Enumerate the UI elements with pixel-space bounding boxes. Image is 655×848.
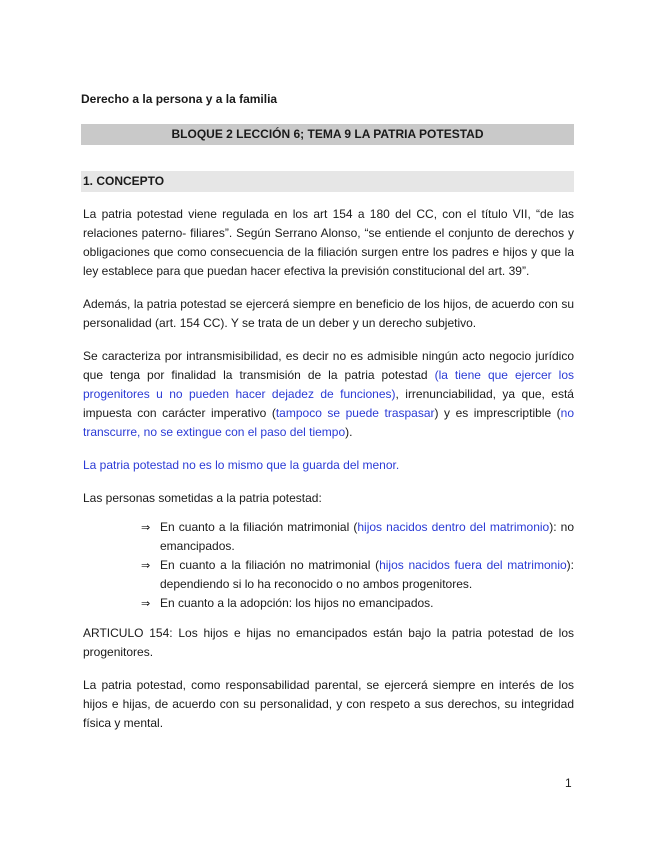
text-segment: ) y es imprescriptible ( [434,406,561,420]
text-segment: ): dependiendo si lo ha reconocido o no ambos progenitores. [160,558,574,591]
paragraph-article-154: ARTICULO 154: Los hijos e hijas no emancipados están bajo la patria potestad de los progenitores. [83,626,574,659]
highlighted-note: hijos nacidos fuera del matrimonio [379,558,567,572]
text-segment: Se caracteriza por intransmisibilidad, es decir no es admisible ningún acto negocio jurídico que tenga por finalidad la transmisión de la patria potestad [83,349,574,382]
section-heading: 1. CONCEPTO [81,171,574,192]
list-item [141,594,574,613]
highlighted-note: (la tiene que ejercer los progenitores u no pueden hacer dejadez de funciones) [83,368,575,401]
list-item [141,518,574,556]
paragraph-definition: La patria potestad viene regulada en los art 154 a 180 del CC, con el título VII, “de las relaciones paterno- filiares”. Según Serrano Alonso, “se entiende el conjunto de derechos y obligaciones que como consecuencia de la filiación surgen entre los padres e hijos y que la ley establece para que puedan hacer efectiva la previsión constitucional del art. 39”. [83,207,574,278]
text-segment: , irrenunciabilidad, ya que, está impuesta con carácter imperativo ( [83,387,574,420]
lesson-title: BLOQUE 2 LECCIÓN 6; TEMA 9 LA PATRIA POTESTAD [81,124,574,145]
paragraph-persons-intro: Las personas sometidas a la patria potestad: [83,491,322,505]
double-arrow-icon: ⇒ [141,559,151,572]
text-segment: ): no emancipados. [160,520,574,553]
highlighted-note: hijos nacidos dentro del matrimonio [357,520,550,534]
document-body [83,205,574,747]
list-item [141,556,574,594]
highlighted-note: no transcurre, no se extingue con el paso del tiempo [83,406,574,439]
double-arrow-icon: ⇒ [141,597,151,610]
text-segment: En cuanto a la filiación matrimonial ( [160,520,358,534]
paragraph-benefit: Además, la patria potestad se ejercerá siempre en beneficio de los hijos, de acuerdo con su personalidad (art. 154 CC). Y se trata de un deber y un derecho subjetivo. [83,297,574,330]
paragraph-parental-responsibility: La patria potestad, como responsabilidad parental, se ejercerá siempre en interés de los hijos e hijas, de acuerdo con su personalidad, y con respeto a sus derechos, su integridad física y mental. [83,678,574,730]
highlighted-note: tampoco se puede traspasar [275,406,435,420]
page-number: 1 [565,776,572,790]
text-segment: En cuanto a la filiación no matrimonial ( [160,558,380,572]
text-segment: ). [345,425,353,439]
persons-list [83,518,574,613]
document-header: Derecho a la persona y a la familia [81,92,278,106]
text-segment: En cuanto a la adopción: los hijos no emancipados. [160,596,434,610]
paragraph-characteristics [83,347,574,442]
double-arrow-icon: ⇒ [141,521,151,534]
paragraph-guarda-note: La patria potestad no es lo mismo que la guarda del menor. [83,458,400,472]
